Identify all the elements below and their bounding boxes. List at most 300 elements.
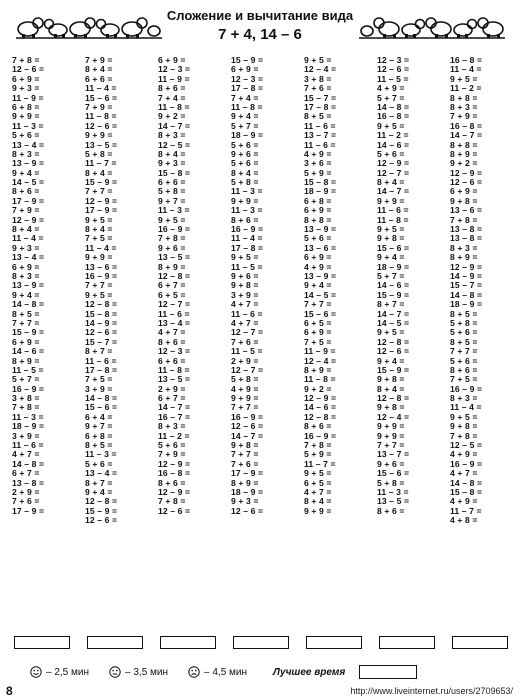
exercise-item: 15 – 7 = (450, 280, 483, 291)
exercise-item: 4 + 7 = (12, 449, 40, 460)
exercise-item: 7 + 5 = (450, 374, 478, 385)
exercise-item: 8 + 3 = (450, 393, 478, 404)
exercise-item: 8 + 4 = (85, 167, 113, 178)
exercise-item: 13 – 4 = (85, 468, 118, 479)
exercise-item: 6 + 9 = (231, 64, 259, 75)
exercise-item: 6 + 6 = (158, 177, 186, 188)
exercise-item: 7 + 9 = (450, 111, 478, 122)
exercise-item: 4 + 9 = (450, 496, 478, 507)
exercise-item: 7 + 7 = (85, 186, 113, 197)
exercise-item: 6 + 7 = (12, 468, 40, 479)
exercise-item: 16 – 7 = (158, 411, 191, 422)
exercise-item: 13 – 4 = (12, 139, 45, 150)
exercise-item: 7 + 7 = (450, 346, 478, 357)
exercise-item: 11 – 3 = (231, 186, 263, 197)
exercise-item: 14 – 6 = (12, 346, 45, 357)
exercise-item: 8 + 3 = (12, 148, 40, 159)
exercise-item: 11 – 7 = (304, 458, 336, 469)
exercise-item: 14 – 7 = (158, 402, 191, 413)
worksheet-header (0, 0, 521, 54)
exercise-item: 14 – 9 = (85, 317, 118, 328)
exercise-item: 8 + 9 = (450, 148, 478, 159)
exercise-item: 7 + 8 = (450, 430, 478, 441)
best-time-label: Лучшее время (273, 666, 346, 678)
exercise-item: 11 – 3 = (12, 411, 44, 422)
exercise-item: 13 – 9 = (12, 158, 45, 169)
exercise-item: 7 + 8 = (158, 233, 186, 244)
exercise-item: 6 + 7 = (158, 280, 186, 291)
exercise-item: 18 – 9 = (231, 486, 264, 497)
exercise-item: 8 + 4 = (85, 224, 113, 235)
exercise-item: 7 + 8 = (158, 496, 186, 507)
exercise-item: 11 – 4 = (450, 64, 482, 75)
worksheet-title: Сложение и вычитание вида (166, 8, 354, 23)
exercise-item: 11 – 6 = (85, 355, 117, 366)
exercise-item: 5 + 6 = (85, 458, 113, 469)
exercise-item: 12 – 8 = (85, 496, 118, 507)
exercise-column (450, 56, 512, 624)
worksheet-subtitle: 7 + 4, 14 – 6 (218, 26, 302, 43)
exercise-item: 14 – 5 = (304, 289, 337, 300)
exercise-item: 12 – 3 = (158, 64, 191, 75)
exercise-item: 9 + 9 = (85, 130, 113, 141)
exercise-item: 18 – 9 = (377, 261, 410, 272)
exercise-item: 11 – 6 = (304, 139, 336, 150)
exercise-item: 13 – 6 = (85, 261, 118, 272)
exercise-item: 9 + 8 = (377, 233, 405, 244)
exercise-item: 14 – 6 = (377, 280, 410, 291)
exercise-item: 11 – 8 = (304, 374, 336, 385)
exercise-item: 14 – 6 = (377, 139, 410, 150)
exercise-item: 16 – 9 = (231, 224, 264, 235)
exercise-item: 12 – 6 = (450, 177, 483, 188)
exercise-item: 12 – 6 = (85, 515, 118, 526)
exercise-item: 14 – 7 = (231, 430, 264, 441)
exercise-item: 15 – 9 = (12, 327, 45, 338)
exercise-item: 5 + 7 = (12, 374, 40, 385)
exercise-item: 8 + 8 = (304, 214, 332, 225)
exercise-item: 16 – 8 = (158, 468, 191, 479)
exercise-item: 9 + 2 = (158, 111, 186, 122)
exercise-item: 11 – 3 = (12, 120, 44, 131)
exercise-item: 7 + 4 = (158, 92, 186, 103)
exercise-item: 9 + 6 = (231, 270, 259, 281)
exercise-item: 9 + 5 = (377, 327, 405, 338)
exercise-item: 9 + 5 = (304, 468, 332, 479)
exercise-item: 12 – 7 = (231, 364, 264, 375)
exercise-item: 8 + 8 = (450, 92, 478, 103)
exercise-item: 14 – 5 = (12, 177, 45, 188)
exercise-item: 9 + 5 = (377, 120, 405, 131)
exercise-item: 5 + 9 = (304, 167, 332, 178)
exercise-item: 12 – 9 = (12, 214, 45, 225)
exercise-item: 6 + 6 = (158, 355, 186, 366)
exercise-item: 5 + 8 = (85, 148, 113, 159)
exercise-item: 12 – 6 = (377, 64, 410, 75)
exercise-item: 18 – 9 = (450, 299, 483, 310)
exercise-item: 6 + 9 = (304, 252, 332, 263)
exercise-item: 12 – 5 = (450, 440, 483, 451)
exercise-item: 8 + 5 = (85, 440, 113, 451)
exercise-item: 13 – 8 = (450, 233, 483, 244)
exercise-item: 12 – 9 = (450, 167, 483, 178)
exercise-item: 11 – 8 = (158, 101, 190, 112)
exercise-item: 8 + 4 = (12, 224, 40, 235)
exercise-item: 5 + 8 = (450, 317, 478, 328)
exercise-item: 12 – 9 = (450, 261, 483, 272)
exercise-item: 8 + 3 = (158, 130, 186, 141)
exercise-item: 13 – 4 = (12, 252, 45, 263)
exercise-item: 12 – 9 = (85, 195, 118, 206)
exercise-item: 6 + 5 = (304, 477, 332, 488)
exercise-item: 5 + 8 = (377, 477, 405, 488)
timing-fast-label: – 2,5 мин (46, 666, 90, 678)
exercise-item: 9 + 6 = (158, 242, 186, 253)
exercise-item: 12 – 6 = (85, 120, 118, 131)
exercise-item: 16 – 8 = (377, 111, 410, 122)
exercise-item: 8 + 4 = (158, 148, 186, 159)
exercise-item: 8 + 7 = (377, 299, 405, 310)
exercise-item: 6 + 8 = (85, 430, 113, 441)
exercise-item: 13 – 7 = (304, 130, 337, 141)
exercise-item: 9 + 4 = (12, 289, 40, 300)
timing-slow-label: – 4,5 мин (204, 666, 248, 678)
exercise-item: 12 – 3 = (231, 73, 264, 84)
exercise-item: 11 – 4 = (450, 402, 482, 413)
exercise-item: 14 – 8 = (450, 477, 483, 488)
exercise-item: 9 + 5 = (85, 214, 113, 225)
exercise-item: 8 + 5 = (450, 308, 478, 319)
exercise-item: 9 + 5 = (231, 252, 259, 263)
exercise-item: 17 – 8 = (231, 83, 264, 94)
exercise-item: 13 – 9 = (304, 224, 337, 235)
exercise-item: 5 + 7 = (377, 92, 405, 103)
exercise-item: 8 + 9 = (12, 355, 40, 366)
exercise-item: 7 + 7 = (12, 317, 40, 328)
exercise-item: 4 + 9 = (304, 148, 332, 159)
exercise-item: 17 – 9 = (231, 468, 264, 479)
exercise-item: 12 – 8 = (85, 299, 118, 310)
exercise-item: 12 – 8 = (304, 411, 337, 422)
exercise-item: 11 – 9 = (12, 92, 44, 103)
exercise-item: 12 – 8 = (158, 270, 191, 281)
exercise-item: 9 + 3 = (12, 242, 40, 253)
exercise-item: 15 – 9 = (231, 55, 264, 65)
exercise-item: 13 – 8 = (12, 477, 45, 488)
exercise-item: 12 – 8 = (377, 393, 410, 404)
exercise-item: 9 + 8 = (231, 280, 259, 291)
exercise-item: 12 – 7 = (158, 299, 191, 310)
exercise-item: 15 – 8 = (450, 486, 483, 497)
exercise-item: 6 + 9 = (450, 186, 478, 197)
exercise-item: 7 + 7 = (377, 440, 405, 451)
exercise-item: 7 + 9 = (85, 101, 113, 112)
exercise-item: 9 + 5 = (450, 411, 478, 422)
exercise-item: 9 + 5 = (158, 214, 186, 225)
exercise-item: 8 + 5 = (12, 308, 40, 319)
exercise-item: 15 – 9 = (85, 505, 118, 516)
exercise-item: 4 + 7 = (304, 486, 332, 497)
exercise-item: 9 + 7 = (158, 195, 186, 206)
exercise-item: 13 – 5 = (158, 252, 191, 263)
worksheet-footer (30, 662, 510, 682)
exercise-grid (12, 56, 512, 624)
exercise-item: 5 + 6 = (158, 440, 186, 451)
exercise-item: 8 + 4 = (304, 496, 332, 507)
exercise-column (12, 56, 74, 624)
source-watermark: http://www.liveinternet.ru/users/2709653/ (350, 686, 513, 696)
exercise-item: 9 + 4 = (231, 111, 259, 122)
exercise-item: 15 – 6 = (377, 242, 410, 253)
exercise-item: 6 + 5 = (158, 289, 186, 300)
exercise-item: 5 + 8 = (231, 374, 259, 385)
exercise-item: 16 – 9 = (85, 270, 118, 281)
exercise-item: 7 + 7 = (231, 449, 259, 460)
exercise-item: 8 + 7 = (85, 477, 113, 488)
exercise-column (231, 56, 293, 624)
exercise-item: 2 + 9 = (158, 383, 186, 394)
exercise-item: 14 – 8 = (85, 393, 118, 404)
exercise-item: 17 – 9 = (85, 205, 118, 216)
exercise-item: 16 – 9 = (231, 411, 264, 422)
exercise-item: 17 – 9 = (12, 195, 45, 206)
exercise-item: 8 + 9 = (158, 261, 186, 272)
exercise-item: 5 + 6 = (231, 158, 259, 169)
exercise-item: 9 + 5 = (377, 224, 405, 235)
exercise-item: 12 – 6 = (377, 346, 410, 357)
exercise-item: 13 – 5 = (158, 374, 191, 385)
exercise-item: 9 + 9 = (85, 252, 113, 263)
exercise-item: 9 + 9 = (12, 111, 40, 122)
exercise-item: 5 + 9 = (304, 449, 332, 460)
exercise-item: 5 + 6 = (304, 233, 332, 244)
exercise-item: 5 + 6 = (12, 130, 40, 141)
exercise-item: 15 – 8 = (158, 167, 191, 178)
exercise-item: 15 – 6 = (377, 468, 410, 479)
exercise-item: 6 + 9 = (12, 261, 40, 272)
exercise-item: 12 – 9 = (377, 158, 410, 169)
exercise-item: 12 – 9 = (158, 486, 191, 497)
exercise-item: 13 – 8 = (450, 224, 483, 235)
exercise-item: 4 + 9 = (377, 83, 405, 94)
exercise-item: 16 – 9 = (304, 430, 337, 441)
exercise-item: 11 – 3 = (158, 205, 190, 216)
timing-medium (109, 666, 168, 678)
exercise-item: 16 – 8 = (450, 120, 483, 131)
answer-box[interactable] (306, 636, 362, 649)
exercise-item: 18 – 9 = (12, 421, 45, 432)
exercise-item: 9 + 9 = (377, 195, 405, 206)
exercise-item: 9 + 5 = (304, 55, 332, 65)
exercise-item: 11 – 5 = (231, 261, 263, 272)
exercise-item: 14 – 7 = (377, 308, 410, 319)
exercise-item: 14 – 8 = (377, 101, 410, 112)
smiley-neutral-icon (109, 666, 121, 678)
exercise-item: 9 + 4 = (304, 280, 332, 291)
exercise-item: 6 + 8 = (304, 195, 332, 206)
answer-box[interactable] (452, 636, 508, 649)
exercise-item: 8 + 3 = (158, 421, 186, 432)
exercise-item: 7 + 8 = (450, 214, 478, 225)
exercise-item: 11 – 8 = (85, 111, 117, 122)
exercise-item: 9 + 6 = (231, 148, 259, 159)
exercise-item: 15 – 7 = (85, 336, 118, 347)
exercise-item: 14 – 5 = (377, 317, 410, 328)
exercise-item: 9 + 8 = (377, 374, 405, 385)
exercise-item: 7 + 9 = (85, 55, 113, 65)
exercise-item: 8 + 4 = (85, 64, 113, 75)
exercise-item: 8 + 3 = (450, 242, 478, 253)
exercise-item: 11 – 4 = (85, 242, 117, 253)
exercise-item: 6 + 9 = (304, 205, 332, 216)
exercise-item: 14 – 7 = (450, 130, 483, 141)
answer-boxes-row (14, 636, 508, 652)
answer-box[interactable] (160, 636, 216, 649)
exercise-item: 6 + 9 = (12, 73, 40, 84)
exercise-item: 12 – 6 = (85, 327, 118, 338)
exercise-item: 4 + 7 = (231, 317, 259, 328)
exercise-item: 14 – 7 = (158, 120, 191, 131)
exercise-item: 11 – 5 = (12, 364, 44, 375)
exercise-item: 9 + 8 = (450, 421, 478, 432)
animal-border-right-icon (357, 14, 507, 40)
exercise-item: 8 + 8 = (450, 139, 478, 150)
exercise-item: 9 + 7 = (85, 421, 113, 432)
exercise-item: 5 + 6 = (377, 148, 405, 159)
exercise-item: 4 + 7 = (231, 299, 259, 310)
exercise-column (158, 56, 220, 624)
exercise-item: 4 + 7 = (450, 468, 478, 479)
exercise-item: 5 + 6 = (231, 139, 259, 150)
exercise-item: 14 – 8 = (12, 458, 45, 469)
answer-box[interactable] (87, 636, 143, 649)
exercise-item: 9 + 9 = (304, 505, 332, 516)
exercise-item: 3 + 8 = (304, 73, 332, 84)
exercise-item: 12 – 4 = (304, 355, 337, 366)
exercise-item: 15 – 9 = (377, 364, 410, 375)
exercise-item: 6 + 4 = (85, 411, 113, 422)
timing-slow (188, 666, 247, 678)
exercise-item: 7 + 8 = (12, 402, 40, 413)
exercise-item: 5 + 7 = (231, 120, 259, 131)
best-time-box[interactable] (359, 665, 417, 679)
exercise-item: 6 + 9 = (12, 336, 40, 347)
exercise-item: 7 + 6 = (12, 496, 40, 507)
exercise-item: 13 – 6 = (304, 242, 337, 253)
exercise-item: 4 + 9 = (304, 261, 332, 272)
exercise-item: 3 + 8 = (12, 393, 40, 404)
exercise-item: 12 – 3 = (158, 346, 191, 357)
exercise-item: 11 – 7 = (85, 158, 117, 169)
exercise-item: 11 – 3 = (377, 486, 409, 497)
exercise-item: 14 – 6 = (304, 402, 337, 413)
exercise-item: 15 – 8 = (85, 308, 118, 319)
exercise-item: 4 + 8 = (450, 515, 478, 526)
exercise-item: 9 + 2 = (304, 383, 332, 394)
exercise-item: 12 – 3 = (377, 55, 410, 65)
exercise-item: 6 + 9 = (158, 55, 186, 65)
exercise-item: 8 + 6 = (450, 364, 478, 375)
exercise-item: 8 + 9 = (231, 477, 259, 488)
exercise-item: 7 + 5 = (85, 233, 113, 244)
exercise-item: 8 + 6 = (12, 186, 40, 197)
exercise-item: 15 – 9 = (377, 289, 410, 300)
exercise-item: 11 – 2 = (450, 83, 482, 94)
exercise-item: 12 – 7 = (231, 327, 264, 338)
exercise-item: 7 + 7 = (85, 280, 113, 291)
exercise-item: 14 – 8 = (450, 289, 483, 300)
exercise-item: 15 – 7 = (304, 92, 337, 103)
exercise-item: 15 – 9 = (85, 177, 118, 188)
exercise-item: 9 + 8 = (231, 440, 259, 451)
page-number: 8 (6, 684, 13, 698)
exercise-item: 12 – 6 = (231, 421, 264, 432)
exercise-item: 12 – 8 = (377, 336, 410, 347)
exercise-item: 11 – 6 = (158, 308, 190, 319)
exercise-item: 6 + 5 = (304, 317, 332, 328)
answer-box[interactable] (233, 636, 289, 649)
exercise-item: 8 + 5 = (450, 336, 478, 347)
exercise-item: 9 + 4 = (12, 167, 40, 178)
exercise-item: 8 + 4 = (231, 167, 259, 178)
exercise-item: 6 + 9 = (304, 327, 332, 338)
exercise-item: 8 + 4 = (377, 383, 405, 394)
exercise-item: 7 + 4 = (231, 92, 259, 103)
exercise-item: 12 – 4 = (377, 411, 410, 422)
exercise-item: 11 – 4 = (85, 83, 117, 94)
exercise-item: 11 – 6 = (304, 120, 336, 131)
exercise-item: 12 – 6 = (158, 505, 191, 516)
exercise-item: 16 – 9 = (450, 383, 483, 394)
animal-border-left-icon (14, 14, 164, 40)
exercise-item: 17 – 8 = (231, 242, 264, 253)
exercise-item: 13 – 9 = (12, 280, 45, 291)
exercise-item: 9 + 9 = (377, 430, 405, 441)
exercise-item: 2 + 9 = (231, 355, 259, 366)
answer-box[interactable] (14, 636, 70, 649)
exercise-item: 11 – 9 = (158, 73, 190, 84)
exercise-item: 9 + 5 = (450, 73, 478, 84)
exercise-item: 5 + 8 = (158, 186, 186, 197)
exercise-item: 11 – 6 = (12, 440, 44, 451)
exercise-item: 8 + 9 = (450, 252, 478, 263)
exercise-item: 3 + 9 = (85, 383, 113, 394)
exercise-item: 11 – 6 = (377, 205, 409, 216)
exercise-item: 5 + 6 = (450, 327, 478, 338)
exercise-item: 9 + 4 = (377, 252, 405, 263)
exercise-item: 13 – 9 = (304, 270, 337, 281)
exercise-item: 11 – 7 = (450, 505, 482, 516)
exercise-item: 17 – 9 = (12, 505, 45, 516)
exercise-item: 16 – 9 = (158, 224, 191, 235)
exercise-item: 15 – 6 = (304, 308, 337, 319)
exercise-item: 8 + 6 = (377, 505, 405, 516)
exercise-item: 15 – 8 = (304, 177, 337, 188)
exercise-item: 9 + 4 = (85, 486, 113, 497)
exercise-item: 7 + 8 = (12, 55, 40, 65)
answer-box[interactable] (379, 636, 435, 649)
exercise-item: 5 + 8 = (231, 177, 259, 188)
exercise-item: 11 – 5 = (377, 73, 409, 84)
exercise-item: 5 + 7 = (377, 270, 405, 281)
exercise-item: 7 + 7 = (304, 299, 332, 310)
timing-fast (30, 666, 89, 678)
exercise-item: 11 – 8 = (158, 364, 190, 375)
exercise-item: 13 – 5 = (85, 139, 118, 150)
exercise-item: 11 – 3 = (85, 449, 117, 460)
exercise-item: 17 – 8 = (304, 101, 337, 112)
exercise-item: 9 + 6 = (377, 458, 405, 469)
